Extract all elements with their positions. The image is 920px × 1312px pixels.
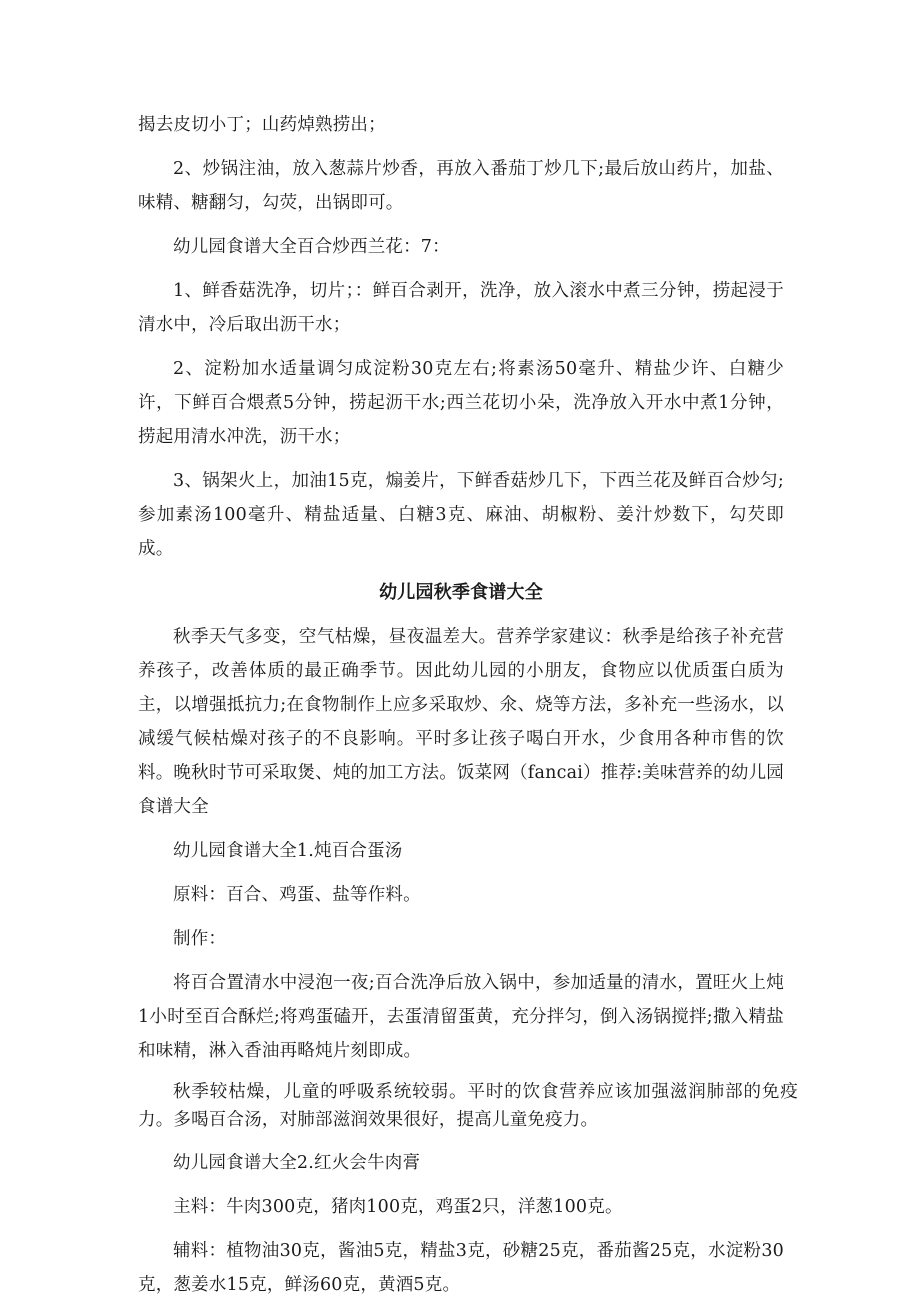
section-title: 幼儿园秋季食谱大全 xyxy=(379,582,543,603)
recipe-heading-beef: 幼儿园食谱大全2.红火会牛肉膏 xyxy=(173,1153,421,1173)
paragraph-ingredients: 原料：百合、鸡蛋、盐等作料。 xyxy=(173,885,421,905)
paragraph-autumn-intro: 秋季天气多变，空气枯燥，昼夜温差大。营养学家建议：秋季是给孩子补充营养孩子，改善体质的最正确季节。因此幼儿园的小朋友，食物应以优质蛋白质为主，以增强抵抗力;在食物制作上应多采取炒、氽、烧等方法，多补充一些汤水，以减缓气候枯燥对孩子的不良影响。平时多让孩子喝白开水，少食用各种市售的饮料。晚秋时节可采取煲、炖的加工方法。饭菜网（fancai）推荐:美味营养的幼儿园食谱大全 xyxy=(138,627,784,817)
paragraph-method: 将百合置清水中浸泡一夜;百合洗净后放入锅中，参加适量的清水，置旺火上炖1小时至百合酥烂;将鸡蛋磕开，去蛋清留蛋黄，充分拌匀，倒入汤锅搅拌;撒入精盐和味精，淋入香油再略炖片刻即成。 xyxy=(138,973,784,1061)
paragraph-step-2: 2、炒锅注油，放入葱蒜片炒香，再放入番茄丁炒几下;最后放山药片，加盐、味精、糖翻匀，勾荧，出锅即可。 xyxy=(138,159,784,213)
paragraph-method-label: 制作： xyxy=(173,929,227,949)
recipe-heading-lily-egg-soup: 幼儿园食谱大全1.炖百合蛋汤 xyxy=(173,841,403,861)
paragraph-autumn-note: 秋季较枯燥，儿童的呼吸系统较弱。平时的饮食营养应该加强滋润肺部的免疫力。多喝百合汤，对肺部滋润效果很好，提高儿童免疫力。 xyxy=(138,1082,798,1130)
paragraph-step-1-broccoli: 1、鲜香菇洗净，切片；：鲜百合剥开，洗净，放入滚水中煮三分钟，捞起浸于清水中，冷后取出沥干水； xyxy=(138,281,784,335)
recipe-heading-lily-broccoli: 幼儿园食谱大全百合炒西兰花：7： xyxy=(173,237,450,257)
paragraph-main-ingredients: 主料：牛肉300克，猪肉100克，鸡蛋2只，洋葱100克。 xyxy=(173,1197,623,1217)
document-page xyxy=(138,108,798,1312)
paragraph-step-fragment: 揭去皮切小丁；山药焯熟捞出； xyxy=(138,115,386,135)
paragraph-step-2-broccoli: 2、淀粉加水适量调匀成淀粉30克左右;将素汤50毫升、精盐少许、白糖少许，下鲜百合煨煮5分钟，捞起沥干水;西兰花切小朵，洗净放入开水中煮1分钟，捞起用清水冲洗，沥干水； xyxy=(138,359,784,447)
paragraph-step-3-broccoli: 3、锅架火上，加油15克，煽姜片，下鲜香菇炒几下，下西兰花及鲜百合炒匀;参加素汤100毫升、精盐适量、白糖3克、麻油、胡椒粉、姜汁炒数下，勾芡即成。 xyxy=(138,471,784,559)
paragraph-auxiliary-ingredients: 辅料：植物油30克，酱油5克，精盐3克，砂糖25克，番茄酱25克，水淀粉30克，葱姜水15克，鲜汤60克，黄酒5克。 xyxy=(138,1241,784,1295)
